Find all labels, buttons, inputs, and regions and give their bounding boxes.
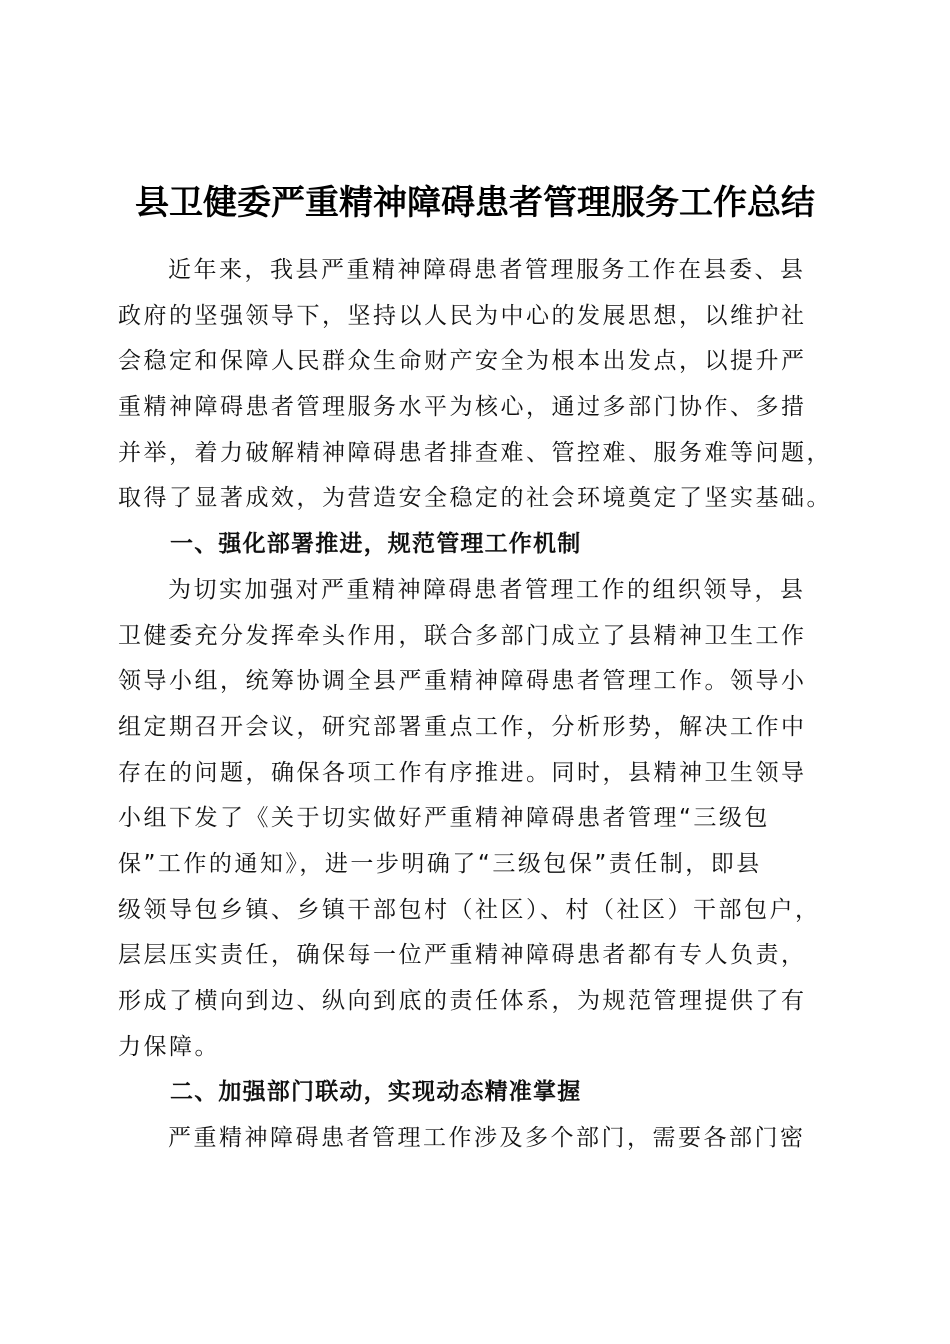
paragraph-line: 领导小组，统筹协调全县严重精神障碍患者管理工作。领导小 — [118, 668, 807, 695]
paragraph-line: 会稳定和保障人民群众生命财产安全为根本出发点，以提升严 — [118, 348, 807, 375]
paragraph-line: 严重精神障碍患者管理工作涉及多个部门，需要各部门密 — [168, 1125, 806, 1152]
paragraph-line: 取得了显著成效，为营造安全稳定的社会环境奠定了坚实基础。 — [118, 485, 832, 512]
paragraph-line: 级领导包乡镇、乡镇干部包村（社区）、村（社区）干部包户， — [118, 896, 821, 923]
paragraph-line: 并举，着力破解精神障碍患者排查难、管控难、服务难等问题， — [118, 439, 832, 466]
paragraph-line: 近年来，我县严重精神障碍患者管理服务工作在县委、县 — [168, 257, 806, 283]
paragraph-line: 重精神障碍患者管理服务水平为核心，通过多部门协作、多措 — [118, 394, 807, 421]
document-body — [118, 248, 838, 1162]
paragraph-line: 为切实加强对严重精神障碍患者管理工作的组织领导，县 — [168, 576, 806, 603]
paragraph-line: 力保障。 — [118, 1033, 220, 1060]
section-heading: 一、强化部署推进，规范管理工作机制 — [170, 531, 582, 558]
paragraph-line: 层层压实责任，确保每一位严重精神障碍患者都有专人负责， — [118, 942, 807, 969]
paragraph-line: 组定期召开会议，研究部署重点工作，分析形势，解决工作中 — [118, 713, 807, 740]
paragraph-line: 存在的问题，确保各项工作有序推进。同时，县精神卫生领导 — [118, 759, 807, 786]
paragraph-line: 政府的坚强领导下，坚持以人民为中心的发展思想，以维护社 — [118, 302, 807, 329]
paragraph-line: 卫健委充分发挥牵头作用，联合多部门成立了县精神卫生工作 — [118, 622, 807, 649]
paragraph-line: 保”工作的通知》，进一步明确了“三级包保”责任制，即县 — [118, 850, 762, 877]
section-heading: 二、加强部门联动，实现动态精准掌握 — [170, 1079, 582, 1106]
paragraph-line: 形成了横向到边、纵向到底的责任体系，为规范管理提供了有 — [118, 988, 807, 1014]
paragraph-line: 小组下发了《关于切实做好严重精神障碍患者管理“三级包 — [118, 805, 770, 832]
document-title: 县卫健委严重精神障碍患者管理服务工作总结 — [135, 183, 815, 223]
